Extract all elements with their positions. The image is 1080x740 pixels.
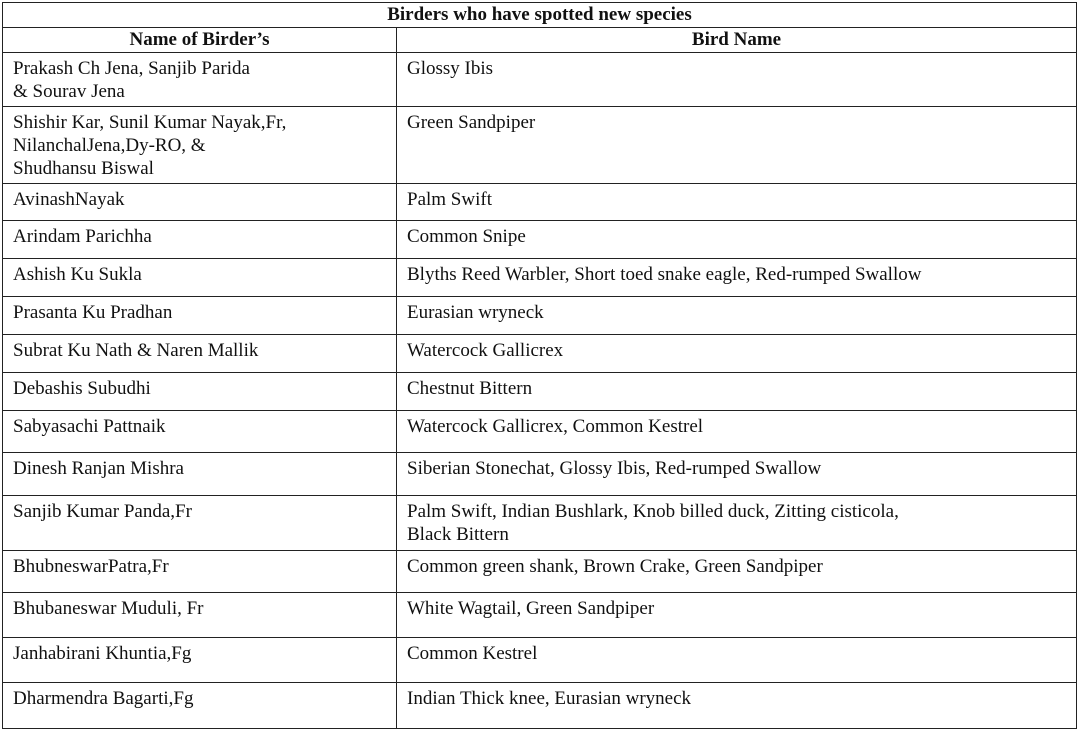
birder-cell: Dinesh Ranjan Mishra bbox=[3, 453, 397, 496]
birder-cell: Prakash Ch Jena, Sanjib Parida & Sourav Jena bbox=[3, 53, 397, 107]
table-title: Birders who have spotted new species bbox=[3, 3, 1077, 28]
birder-cell: Subrat Ku Nath & Naren Mallik bbox=[3, 335, 397, 373]
table-row bbox=[3, 184, 1077, 221]
table-row bbox=[3, 411, 1077, 453]
birder-cell: Arindam Parichha bbox=[3, 221, 397, 259]
table-row bbox=[3, 297, 1077, 335]
table-row bbox=[3, 107, 1077, 184]
birds-cell: Common Kestrel bbox=[397, 638, 1077, 683]
birds-cell: White Wagtail, Green Sandpiper bbox=[397, 593, 1077, 638]
birder-cell: Sabyasachi Pattnaik bbox=[3, 411, 397, 453]
birds-cell: Glossy Ibis bbox=[397, 53, 1077, 107]
birder-cell: Bhubaneswar Muduli, Fr bbox=[3, 593, 397, 638]
birders-table bbox=[2, 2, 1077, 729]
table-row bbox=[3, 53, 1077, 107]
birds-cell: Siberian Stonechat, Glossy Ibis, Red-rumped Swallow bbox=[397, 453, 1077, 496]
birder-cell: Janhabirani Khuntia,Fg bbox=[3, 638, 397, 683]
birds-cell: Common Snipe bbox=[397, 221, 1077, 259]
table-row bbox=[3, 551, 1077, 593]
birds-cell: Palm Swift bbox=[397, 184, 1077, 221]
table-row bbox=[3, 496, 1077, 551]
table-row bbox=[3, 259, 1077, 297]
table-row bbox=[3, 453, 1077, 496]
birder-cell: Prasanta Ku Pradhan bbox=[3, 297, 397, 335]
table-row bbox=[3, 335, 1077, 373]
title-row bbox=[3, 3, 1077, 28]
birder-cell: Ashish Ku Sukla bbox=[3, 259, 397, 297]
birder-cell: Debashis Subudhi bbox=[3, 373, 397, 411]
header-row bbox=[3, 28, 1077, 53]
birder-cell: Shishir Kar, Sunil Kumar Nayak,Fr, NilanchalJena,Dy-RO, & Shudhansu Biswal bbox=[3, 107, 397, 184]
birds-cell: Eurasian wryneck bbox=[397, 297, 1077, 335]
table-row bbox=[3, 638, 1077, 683]
birds-cell: Chestnut Bittern bbox=[397, 373, 1077, 411]
birds-cell: Green Sandpiper bbox=[397, 107, 1077, 184]
birder-cell: Sanjib Kumar Panda,Fr bbox=[3, 496, 397, 551]
header-birder: Name of Birder’s bbox=[3, 28, 397, 53]
birds-cell: Watercock Gallicrex, Common Kestrel bbox=[397, 411, 1077, 453]
table-row bbox=[3, 593, 1077, 638]
table-row bbox=[3, 221, 1077, 259]
table-row bbox=[3, 683, 1077, 729]
birder-cell: Dharmendra Bagarti,Fg bbox=[3, 683, 397, 729]
birds-cell: Watercock Gallicrex bbox=[397, 335, 1077, 373]
birds-cell: Blyths Reed Warbler, Short toed snake eagle, Red-rumped Swallow bbox=[397, 259, 1077, 297]
birds-cell: Common green shank, Brown Crake, Green Sandpiper bbox=[397, 551, 1077, 593]
birds-cell: Palm Swift, Indian Bushlark, Knob billed duck, Zitting cisticola, Black Bittern bbox=[397, 496, 1077, 551]
header-bird-name: Bird Name bbox=[397, 28, 1077, 53]
table-row bbox=[3, 373, 1077, 411]
birds-cell: Indian Thick knee, Eurasian wryneck bbox=[397, 683, 1077, 729]
birder-cell: BhubneswarPatra,Fr bbox=[3, 551, 397, 593]
birder-cell: AvinashNayak bbox=[3, 184, 397, 221]
